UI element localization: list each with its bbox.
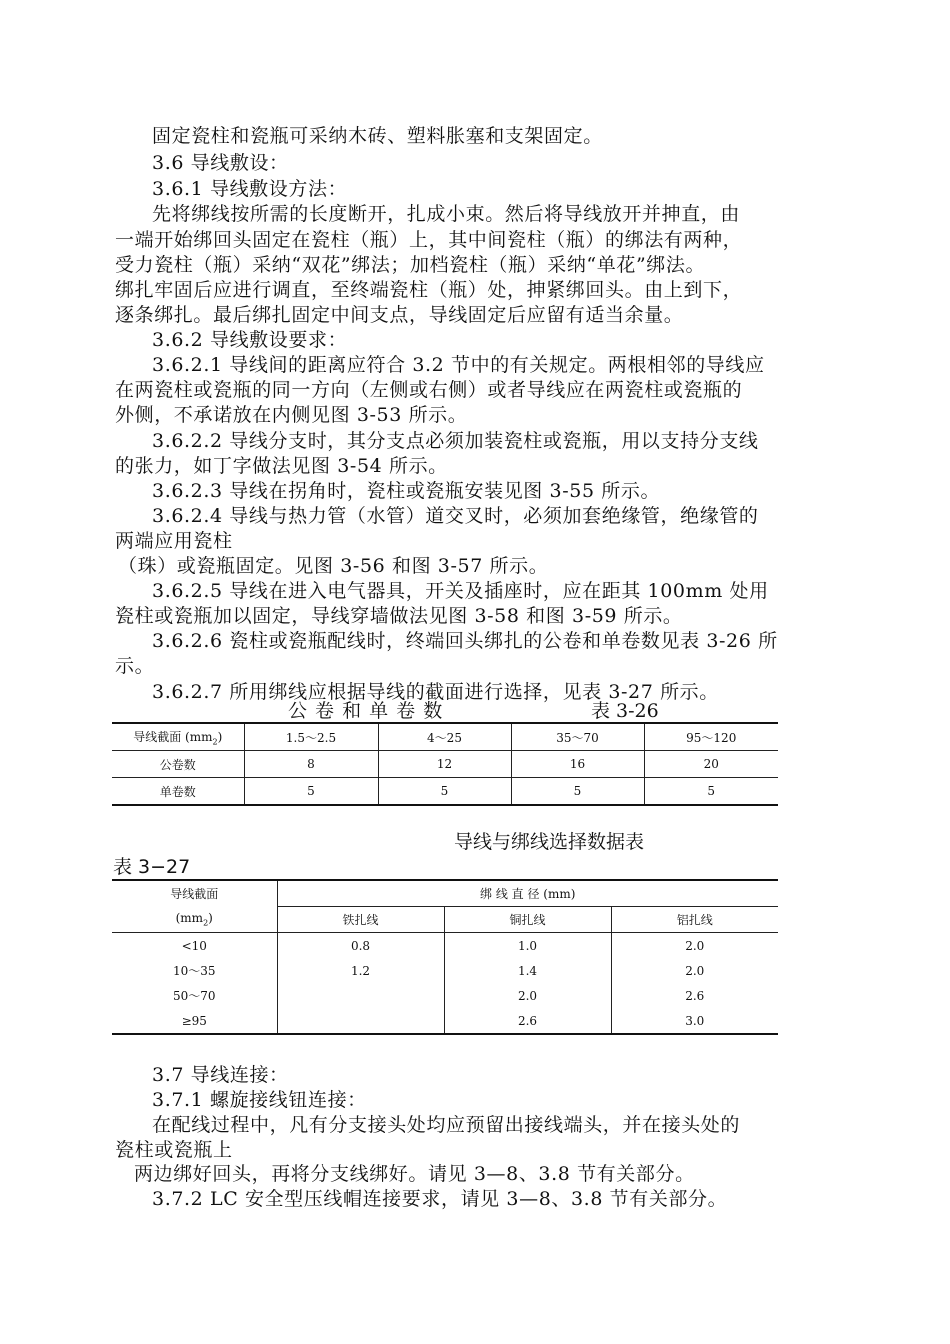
paragraph-line: 3.6.2.5 导线在进入电气器具，开关及插座时，应在距其 100mm 处用: [152, 580, 769, 602]
table-cell: 10～35: [172, 964, 216, 978]
table-cell: 20: [644, 751, 778, 778]
paragraph-line: 两端应用瓷柱: [115, 530, 233, 552]
table-3-27-title: 导线与绑线选择数据表: [454, 831, 645, 853]
table-cell: 5: [644, 778, 778, 806]
table-header-row: [112, 880, 778, 907]
paragraph-line: 两边绑好回头，再将分支线绑好。请见 3—8、3.8 节有关部分。: [134, 1163, 695, 1185]
table-3-27-number: 表 3−27: [113, 856, 191, 878]
table-group-header: 绑 线 直 径 (mm): [277, 880, 778, 907]
paragraph-line: 在配线过程中，凡有分支接头处均应预留出接线端头，并在接头处的: [152, 1114, 741, 1136]
table-cell: 1.4: [444, 958, 611, 983]
table-cell: 2.6: [444, 1008, 611, 1034]
paragraph-line: 3.6.2.7 所用绑线应根据导线的截面进行选择，见表 3-27 所示。: [152, 681, 719, 703]
table-row: [112, 778, 778, 806]
paragraph: 固定瓷柱和瓷瓶可采纳木砖、塑料胀塞和支架固定。: [152, 125, 603, 147]
paragraph-line: 逐条绑扎。最后绑扎固定中间支点，导线固定后应留有适当余量。: [115, 304, 684, 326]
table-header-cell: 1.5～2.5: [244, 723, 378, 751]
section-heading-3-6: 3.6 导线敷设：: [152, 152, 289, 174]
paragraph-line: 3.6.2.4 导线与热力管（水管）道交叉时，必须加套绝缘管，绝缘管的: [152, 505, 759, 527]
paragraph-line: 示。: [115, 655, 155, 677]
table-cell: 8: [244, 751, 378, 778]
table-cell: [277, 1008, 444, 1034]
table-header-cell: 95～120: [644, 723, 778, 751]
table-cell: 2.0: [611, 958, 778, 983]
header-label: (mm: [175, 911, 204, 926]
paragraph-line: 瓷柱或瓷瓶加以固定，导线穿墙做法见图 3-58 和图 3-59 所示。: [115, 605, 683, 627]
table-header-row: [112, 907, 778, 933]
header-close: ): [217, 729, 223, 744]
paragraph-line: 3.6.2.1 导线间的距离应符合 3.2 节中的有关规定。两根相邻的导线应: [152, 354, 765, 376]
paragraph-line: 一端开始绑回头固定在瓷柱（瓶）上，其中间瓷柱（瓶）的绑法有两种，: [115, 229, 743, 251]
paragraph-line: 3.6.2.6 瓷柱或瓷瓶配线时，终端回头绑扎的公卷和单卷数见表 3-26 所: [152, 630, 778, 652]
table-header-cell: 4～25: [378, 723, 511, 751]
table-header-cell: 铜扎线: [444, 907, 611, 933]
table-cell: 2.0: [611, 933, 778, 959]
section-heading-3-7: 3.7 导线连接：: [152, 1064, 289, 1086]
table-cell: 0.8: [277, 933, 444, 959]
table-header-row: [112, 723, 778, 751]
table-cell: 1.2: [277, 958, 444, 983]
table-cell: <10: [181, 938, 207, 953]
section-heading-3-6-1: 3.6.1 导线敷设方法：: [152, 178, 348, 200]
table-header-cell: 铁扎线: [277, 907, 444, 933]
table-header-cell: 35～70: [511, 723, 644, 751]
paragraph-line: 外侧，不承诺放在内侧见图 3-53 所示。: [115, 404, 468, 426]
table-3-26-title: 公 卷 和 单 卷 数: [288, 700, 444, 722]
table-row: [112, 983, 778, 1008]
paragraph-line: 瓷柱或瓷瓶上: [115, 1139, 233, 1161]
table-header-cell: 铝扎线: [611, 907, 778, 933]
paragraph-line: （珠）或瓷瓶固定。见图 3-56 和图 3-57 所示。: [118, 555, 549, 577]
table-cell: 5: [511, 778, 644, 806]
table-cell: 2.0: [444, 983, 611, 1008]
header-close: ): [208, 911, 213, 926]
table-cell: 1.0: [444, 933, 611, 959]
table-row: [112, 933, 778, 959]
paragraph-line: 3.6.2.3 导线在拐角时，瓷柱或瓷瓶安装见图 3-55 所示。: [152, 480, 661, 502]
table-cell: 16: [511, 751, 644, 778]
table-3-27: [112, 879, 778, 1035]
table-cell: 5: [244, 778, 378, 806]
paragraph-line: 3.6.2.2 导线分支时，其分支点必须加装瓷柱或瓷瓶，用以支持分支线: [152, 430, 759, 452]
table-cell: 单卷数: [112, 778, 244, 806]
paragraph-line: 受力瓷柱（瓶）采纳“双花”绑法；加档瓷柱（瓶）采纳“单花”绑法。: [115, 254, 706, 276]
header-label: 导线截面 (mm: [133, 729, 213, 744]
table-cell: 12: [378, 751, 511, 778]
table-row: [112, 958, 778, 983]
table-cell: ≥95: [112, 1008, 277, 1034]
header-subscript: 2: [212, 737, 218, 747]
section-heading-3-7-2: 3.7.2 LC 安全型压线帽连接要求，请见 3—8、3.8 节有关部分。: [152, 1188, 728, 1210]
table-cell: 公卷数: [112, 751, 244, 778]
table-row: [112, 751, 778, 778]
paragraph-line: 在两瓷柱或瓷瓶的同一方向（左侧或右侧）或者导线应在两瓷柱或瓷瓶的: [115, 379, 743, 401]
table-header-cell: [112, 907, 277, 933]
table-3-26: [112, 722, 778, 806]
paragraph-line: 的张力，如丁字做法见图 3-54 所示。: [115, 455, 448, 477]
table-cell: 50～70: [172, 989, 216, 1003]
table-cell: 3.0: [611, 1008, 778, 1034]
table-row: [112, 1008, 778, 1034]
paragraph-line: 绑扎牢固后应进行调直，至终端瓷柱（瓶）处，抻紧绑回头。由上到下，: [115, 279, 743, 301]
table-header-cell: [112, 723, 244, 751]
table-3-26-number: 表 3-26: [591, 700, 659, 722]
table-header-cell: 导线截面: [112, 880, 277, 907]
table-cell: 5: [378, 778, 511, 806]
section-heading-3-7-1: 3.7.1 螺旋接线钮连接：: [152, 1089, 367, 1111]
table-cell: 2.6: [611, 983, 778, 1008]
section-heading-3-6-2: 3.6.2 导线敷设要求：: [152, 329, 348, 351]
paragraph-line: 先将绑线按所需的长度断开，扎成小束。然后将导线放开并抻直，由: [152, 203, 741, 225]
header-subscript: 2: [203, 918, 209, 928]
table-cell: [277, 983, 444, 1008]
